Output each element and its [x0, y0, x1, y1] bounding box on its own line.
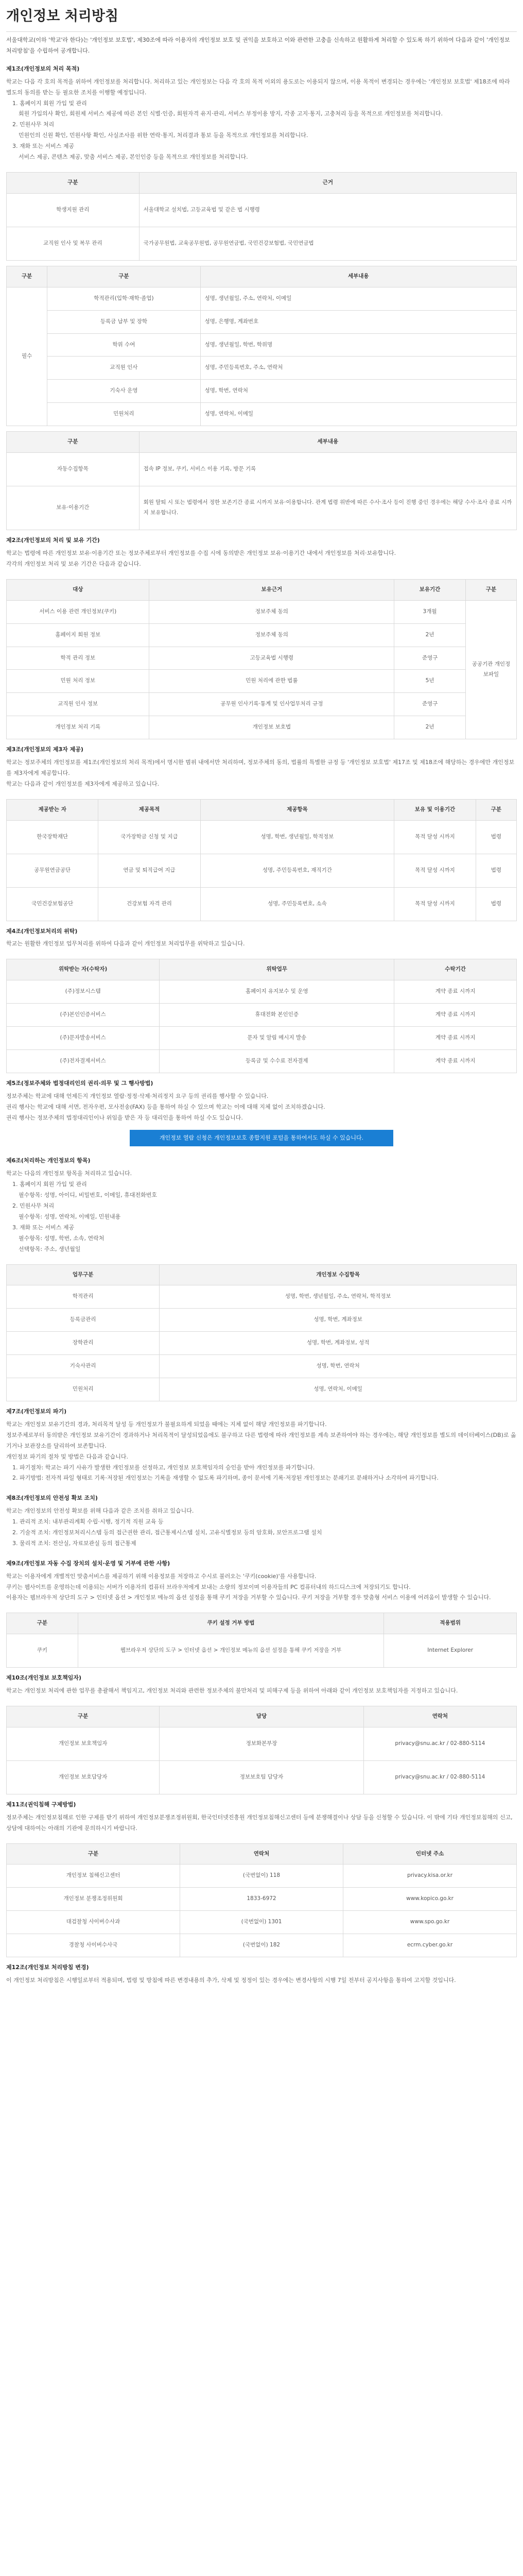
table-header: 보유 및 이용기간	[394, 799, 476, 820]
section-line: 선택항목: 주소, 생년월일	[19, 1245, 81, 1252]
table-cell: 성명, 연락처, 이메일	[200, 403, 516, 426]
table-row	[7, 1865, 517, 1888]
table-cell: 계약 종료 시까지	[394, 1004, 517, 1027]
table-header: 대상	[7, 579, 149, 600]
table-cell: 학적관리(입학·재학·졸업)	[47, 287, 200, 310]
remedy-agencies-table	[6, 1843, 517, 1958]
section-line: 학교는 개인정보 보유기간의 경과, 처리목적 달성 등 개인정보가 불필요하게 되었을 때에는 지체 없이 해당 개인정보를 파기합니다.	[6, 1421, 327, 1428]
table-cell: 교직원 인사	[47, 357, 200, 380]
retention-period-table	[6, 579, 517, 740]
section-line: 3. 물리적 조치: 전산실, 자료보관실 등의 접근통제	[12, 1539, 136, 1547]
table-cell: 홈페이지 유지보수 및 운영	[160, 980, 394, 1004]
section-title: 제8조(개인정보의 안전성 확보 조치)	[6, 1495, 98, 1502]
table-row	[7, 693, 517, 716]
section-line: 3. 재화 또는 서비스 제공	[12, 1224, 75, 1231]
third-party-table	[6, 799, 517, 921]
table-row	[7, 980, 517, 1004]
section-line: 학교는 정보주체의 개인정보를 제1조(개인정보의 처리 목적)에서 명시한 범위 내에서만 처리하며, 정보주체의 동의, 법률의 특별한 규정 등 '개인정보 보호법' 제17조 및 제18조에 해당하는 경우에만 개인정보를 제3자에게 제공합니다.	[6, 759, 515, 777]
section-title: 제7조(개인정보의 파기)	[6, 1408, 67, 1415]
table-cell: 성명, 학번, 계좌정보	[160, 1309, 517, 1332]
table-cell: 개인정보 보호책임자	[7, 1727, 160, 1760]
table-header: 연락처	[180, 1843, 343, 1865]
table-cell: 연금 및 퇴직급여 지급	[98, 854, 200, 887]
table-header: 제공목적	[98, 799, 200, 820]
table-cell: 성명, 학번, 계좌정보, 성적	[160, 1332, 517, 1355]
table-header: 구분	[465, 579, 516, 600]
table-row	[7, 1309, 517, 1332]
section-9	[6, 1558, 517, 1604]
section-1	[6, 64, 517, 163]
section-line: 1. 홈페이지 회원 가입 및 관리	[12, 1181, 87, 1188]
table-row	[7, 1760, 517, 1794]
table-header: 보유근거	[149, 579, 394, 600]
table-cell: 학위 수여	[47, 333, 200, 357]
section-line: 1. 홈페이지 회원 가입 및 관리	[12, 99, 87, 107]
table-header: 제공받는 자	[7, 799, 98, 820]
table-cell: 정보주체 동의	[149, 623, 394, 647]
section-line: 학교는 다음과 같이 개인정보를 제3자에게 제공하고 있습니다.	[6, 780, 160, 787]
table-row	[7, 1911, 517, 1934]
section-title: 제2조(개인정보의 처리 및 보유 기간)	[6, 537, 100, 544]
section-6	[6, 1156, 517, 1255]
table-cell: 정보보호팀 담당자	[160, 1760, 363, 1794]
table-header: 업무구분	[7, 1264, 160, 1285]
table-cell: 대검찰청 사이버수사과	[7, 1911, 180, 1934]
table-cell: 고등교육법 시행령	[149, 647, 394, 670]
table-cell: 개인정보 분쟁조정위원회	[7, 1888, 180, 1911]
table-cell: (주)전자결제서비스	[7, 1050, 160, 1073]
table-cell: 5년	[394, 670, 466, 693]
agency-link[interactable]: www.spo.go.kr	[343, 1911, 517, 1934]
table-cell: 등록금 납부 및 장학	[47, 310, 200, 333]
section-line: 각각의 개인정보 처리 및 보유 기간은 다음과 같습니다.	[6, 560, 141, 567]
table-cell: (주)문자발송서비스	[7, 1027, 160, 1050]
table-cell: (국번없이) 182	[180, 1934, 343, 1957]
table-row	[7, 1634, 517, 1668]
table-cell: 법령	[476, 854, 516, 887]
section-line: 학교는 개인정보 처리에 관한 업무를 총괄해서 책임지고, 개인정보 처리와 관련한 정보주체의 불만처리 및 피해구제 등을 위하여 아래와 같이 개인정보 보호책임자를 지정하고 있습니다.	[6, 1687, 458, 1694]
table-row	[7, 716, 517, 739]
section-line: 서비스 제공, 콘텐츠 제공, 맞춤 서비스 제공, 본인인증 등을 목적으로 개인정보를 처리합니다.	[19, 154, 248, 160]
section-line: 필수항목: 성명, 연락처, 이메일, 민원내용	[19, 1213, 121, 1220]
table-cell: 보유·이용기간	[7, 486, 140, 530]
table-header: 구분	[7, 1843, 180, 1865]
table-cell: 기숙사관리	[7, 1355, 160, 1378]
section-line: 1. 관리적 조치: 내부관리계획 수립·시행, 정기적 직원 교육 등	[12, 1518, 164, 1526]
section-line: 2. 민원사무 처리	[12, 1202, 55, 1210]
table-group-cell: 공공기관 개인정보파일	[465, 600, 516, 739]
table-row	[7, 854, 517, 887]
table-row	[7, 357, 517, 380]
table-row	[7, 1378, 517, 1401]
table-cell: 목적 달성 시까지	[394, 854, 476, 887]
table-cell: 서울대학교 설치법, 고등교육법 및 같은 법 시행령	[139, 193, 516, 227]
table-row	[7, 310, 517, 333]
legal-basis-table	[6, 172, 517, 261]
table-row	[7, 1355, 517, 1378]
section-title: 제12조(개인정보 처리방침 변경)	[6, 1964, 89, 1971]
table-header: 구분	[7, 172, 140, 193]
table-cell: 법령	[476, 887, 516, 921]
table-cell: 문자 및 알림 메시지 발송	[160, 1027, 394, 1050]
section-line: 이 개인정보 처리방침은 시행일로부터 적용되며, 법령 및 방침에 따른 변경내용의 추가, 삭제 및 정정이 있는 경우에는 변경사항의 시행 7일 전부터 공지사항을 통하여 고지할 것입니다.	[6, 1977, 456, 1984]
table-cell: 정보주체 동의	[149, 600, 394, 623]
table-cell: 국가장학금 신청 및 지급	[98, 820, 200, 854]
table-cell: 준영구	[394, 647, 466, 670]
table-cell[interactable]: privacy@snu.ac.kr / 02-880-5114	[363, 1760, 516, 1794]
section-title: 제4조(개인정보처리의 위탁)	[6, 927, 78, 935]
table-cell: 성명, 학번, 생년월일, 학적정보	[200, 820, 394, 854]
table-header: 담당	[160, 1706, 363, 1727]
section-line: 정보주체는 개인정보침해로 인한 구제를 받기 위하여 개인정보분쟁조정위원회, 한국인터넷진흥원 개인정보침해신고센터 등에 분쟁해결이나 상담 등을 신청할 수 있습니다. 이 밖에 기타 개인정보침해의 신고, 상담에 대하여는 아래의 기관에 문의하시기 바랍니다.	[6, 1814, 513, 1832]
table-cell: (국번없이) 118	[180, 1865, 343, 1888]
table-cell: 목적 달성 시까지	[394, 820, 476, 854]
table-header: 수탁기간	[394, 959, 517, 980]
section-line: 개인정보 파기의 절차 및 방법은 다음과 같습니다.	[6, 1453, 128, 1460]
section-line: 정보주체로부터 동의받은 개인정보 보유기간이 경과하거나 처리목적이 달성되었음에도 불구하고 다른 법령에 따라 개인정보를 계속 보존하여야 하는 경우에는, 해당 개인정보를 별도의 데이터베이스(DB)로 옮기거나 보관장소를 달리하여 보존합니다.	[6, 1431, 516, 1449]
table-row	[7, 1332, 517, 1355]
table-row	[7, 453, 517, 486]
table-row	[7, 333, 517, 357]
section-line: 학교는 법령에 따른 개인정보 보유·이용기간 또는 정보주체로부터 개인정보를 수집 시에 동의받은 개인정보 보유·이용기간 내에서 개인정보를 처리·보유합니다.	[6, 549, 396, 556]
section-line: 3. 재화 또는 서비스 제공	[12, 143, 75, 150]
table-row	[7, 403, 517, 426]
table-cell: 2년	[394, 623, 466, 647]
table-cell: 3개월	[394, 600, 466, 623]
section-line: 1. 파기절차: 학교는 파기 사유가 발생한 개인정보를 선정하고, 개인정보 보호책임자의 승인을 받아 개인정보를 파기합니다.	[12, 1464, 315, 1471]
table-cell: 공무원연금공단	[7, 854, 98, 887]
table-cell: 자동수집항목	[7, 453, 140, 486]
section-line: 쿠키는 웹사이트를 운영하는데 이용되는 서버가 이용자의 컴퓨터 브라우저에게 보내는 소량의 정보이며 이용자들의 PC 컴퓨터내의 하드디스크에 저장되기도 합니다.	[6, 1583, 411, 1590]
table-cell: 성명, 주민등록번호, 재직기간	[200, 854, 394, 887]
table-row	[7, 1050, 517, 1073]
table-header: 구분	[47, 266, 200, 287]
section-12	[6, 1962, 517, 1986]
section-10	[6, 1673, 517, 1697]
table-cell: 성명, 생년월일, 학번, 학위명	[200, 333, 516, 357]
table-cell: 계약 종료 시까지	[394, 980, 517, 1004]
section-2	[6, 535, 517, 570]
info-banner[interactable]: 개인정보 열람 신청은 개인정보보호 종합지원 포털을 통하여서도 하실 수 있습니다.	[130, 1130, 393, 1147]
table-header: 쿠키 설정 거부 방법	[78, 1613, 384, 1634]
table-header: 적용범위	[384, 1613, 517, 1634]
table-cell: 성명, 학번, 연락처	[200, 380, 516, 403]
cookie-refusal-table	[6, 1613, 517, 1668]
table-cell: 휴대전화 본인인증	[160, 1004, 394, 1027]
table-cell: 한국장학재단	[7, 820, 98, 854]
table-cell[interactable]: privacy@snu.ac.kr / 02-880-5114	[363, 1727, 516, 1760]
table-cell: 계약 종료 시까지	[394, 1027, 517, 1050]
table-cell: 성명, 학번, 연락처	[160, 1355, 517, 1378]
table-cell: 계약 종료 시까지	[394, 1050, 517, 1073]
table-header: 세부내용	[139, 432, 516, 453]
table-cell: 기숙사 운영	[47, 380, 200, 403]
table-header: 구분	[476, 799, 516, 820]
table-cell: 성명, 주민등록번호, 소속	[200, 887, 394, 921]
table-cell: 교직원 인사 및 복무 관리	[7, 227, 140, 260]
table-cell: 성명, 주민등록번호, 주소, 연락처	[200, 357, 516, 380]
agency-link[interactable]: ecrm.cyber.go.kr	[343, 1934, 517, 1957]
table-row	[7, 486, 517, 530]
table-cell: 준영구	[394, 693, 466, 716]
section-line: 학교는 원활한 개인정보 업무처리를 위하여 다음과 같이 개인정보 처리업무를 위탁하고 있습니다.	[6, 940, 245, 947]
table-cell: 개인정보 처리 기록	[7, 716, 149, 739]
table-row	[7, 1285, 517, 1309]
table-cell: 홈페이지 회원 정보	[7, 623, 149, 647]
table-cell: 건강보험 자격 관리	[98, 887, 200, 921]
auto-collected-table	[6, 431, 517, 530]
section-line: 권리 행사는 정보주체의 법정대리인이나 위임을 받은 자 등 대리인을 통하여 하실 수도 있습니다.	[6, 1114, 243, 1121]
table-row	[7, 287, 517, 310]
table-cell: 목적 달성 시까지	[394, 887, 476, 921]
table-cell: 2년	[394, 716, 466, 739]
table-header: 구분	[7, 1613, 78, 1634]
table-row	[7, 887, 517, 921]
section-line: 2. 파기방법: 전자적 파일 형태로 기록·저장된 개인정보는 기록을 재생할 수 없도록 파기하며, 종이 문서에 기록·저장된 개인정보는 분쇄기로 분쇄하거나 소각하여 파기합니다.	[12, 1475, 439, 1482]
table-cell: 민원처리	[7, 1378, 160, 1401]
table-cell: 성명, 생년월일, 주소, 연락처, 이메일	[200, 287, 516, 310]
table-row	[7, 193, 517, 227]
table-row	[7, 1888, 517, 1911]
table-header: 제공항목	[200, 799, 394, 820]
section-line: 필수항목: 성명, 아이디, 비밀번호, 이메일, 휴대전화번호	[19, 1192, 157, 1199]
table-header: 세부내용	[200, 266, 516, 287]
section-title: 제9조(개인정보 자동 수집 장치의 설치·운영 및 거부에 관한 사항)	[6, 1560, 170, 1567]
table-cell: 민원 처리 정보	[7, 670, 149, 693]
table-header: 구분	[7, 266, 47, 287]
table-row	[7, 1004, 517, 1027]
table-row	[7, 227, 517, 260]
section-8	[6, 1493, 517, 1549]
section-5	[6, 1078, 517, 1146]
table-row	[7, 1027, 517, 1050]
table-cell: 1833-6972	[180, 1888, 343, 1911]
table-cell: 정보화본부장	[160, 1727, 363, 1760]
table-row	[7, 1727, 517, 1760]
section-line: 학교는 개인정보의 안전성 확보를 위해 다음과 같은 조치를 취하고 있습니다.	[6, 1507, 194, 1515]
section-title: 제5조(정보주체와 법정대리인의 권리·의무 및 그 행사방법)	[6, 1080, 153, 1087]
table-cell: Internet Explorer	[384, 1634, 517, 1668]
section-line: 회원 가입의사 확인, 회원제 서비스 제공에 따른 본인 식별·인증, 회원자격 유지·관리, 서비스 부정이용 방지, 각종 고지·통지, 고충처리 등을 목적으로 개인정보를 처리합니다.	[19, 110, 443, 117]
table-cell: 경찰청 사이버수사국	[7, 1934, 180, 1957]
table-row	[7, 1934, 517, 1957]
table-cell: (주)정보시스템	[7, 980, 160, 1004]
section-title: 제10조(개인정보 보호책임자)	[6, 1674, 82, 1682]
section-title: 제3조(개인정보의 제3자 제공)	[6, 746, 83, 753]
privacy-officer-table	[6, 1706, 517, 1794]
table-header: 연락처	[363, 1706, 516, 1727]
table-cell: (국번없이) 1301	[180, 1911, 343, 1934]
agency-link[interactable]: privacy.kisa.or.kr	[343, 1865, 517, 1888]
table-cell: 교직원 인사 정보	[7, 693, 149, 716]
section-title: 제6조(처리하는 개인정보의 항목)	[6, 1157, 91, 1164]
table-cell: 민원처리	[47, 403, 200, 426]
section-line: 학교는 이용자에게 개별적인 맞춤서비스를 제공하기 위해 이용정보를 저장하고 수시로 불러오는 '쿠키(cookie)'를 사용합니다.	[6, 1572, 317, 1580]
table-cell: 성명, 연락처, 이메일	[160, 1378, 517, 1401]
intro-text: 서울대학교(이하 '학교'라 한다)는 '개인정보 보호법', 제30조에 따라 이용자의 개인정보 보호 및 권익을 보호하고 이와 관련한 고충을 신속하고 원활하게 처리할 수 있도록 하기 위하여 다음과 같이 '개인정보 처리방침'을 수립하여 공개합니다.	[6, 37, 510, 54]
table-cell: 공무원 인사기록·통계 및 인사업무처리 규정	[149, 693, 394, 716]
section-line: 학교는 다음 각 호의 목적을 위하여 개인정보를 처리합니다. 처리하고 있는 개인정보는 다음 각 호의 목적 이외의 용도로는 이용되지 않으며, 이용 목적이 변경되는 경우에는 '개인정보 보호법' 제18조에 따라 별도의 동의를 받는 등 필요한 조치를 이행할 예정입니다.	[6, 78, 510, 96]
table-cell: 웹브라우저 상단의 도구 > 인터넷 옵션 > 개인정보 메뉴의 옵션 설정을 통해 쿠키 저장을 거부	[78, 1634, 384, 1668]
table-row	[7, 820, 517, 854]
section-line: 이용자는 웹브라우저 상단의 도구 > 인터넷 옵션 > 개인정보 메뉴의 옵션 설정을 통해 쿠키 저장을 거부할 수 있습니다. 쿠키 저장을 거부할 경우 맞춤형 서비스 이용에 어려움이 발생할 수 있습니다.	[6, 1594, 491, 1601]
table-cell: (주)본인인증서비스	[7, 1004, 160, 1027]
section-line: 민원인의 신원 확인, 민원사항 확인, 사실조사를 위한 연락·통지, 처리결과 통보 등을 목적으로 개인정보를 처리합니다.	[19, 132, 308, 139]
section-line: 권리 행사는 학교에 대해 서면, 전자우편, 모사전송(FAX) 등을 통하여 하실 수 있으며 학교는 이에 대해 지체 없이 조치하겠습니다.	[6, 1103, 325, 1110]
table-cell: 국민건강보험공단	[7, 887, 98, 921]
table-header: 구분	[7, 432, 140, 453]
table-row	[7, 600, 517, 623]
section-7	[6, 1406, 517, 1484]
section-3	[6, 744, 517, 790]
table-cell: 법령	[476, 820, 516, 854]
table-cell: 성명, 은행명, 계좌번호	[200, 310, 516, 333]
table-cell: 등록금관리	[7, 1309, 160, 1332]
section-title: 제11조(권익침해 구제방법)	[6, 1801, 76, 1808]
table-cell: 쿠키	[7, 1634, 78, 1668]
table-row	[7, 647, 517, 670]
table-cell: 성명, 학번, 생년월일, 주소, 연락처, 학적정보	[160, 1285, 517, 1309]
page-title: 개인정보 처리방침	[6, 8, 119, 24]
table-group-cell: 필수	[7, 287, 47, 426]
agency-link[interactable]: www.kopico.go.kr	[343, 1888, 517, 1911]
table-header: 개인정보 수집항목	[160, 1264, 517, 1285]
section-line: 필수항목: 성명, 학번, 소속, 연락처	[19, 1234, 104, 1242]
section-line: 2. 기술적 조치: 개인정보처리시스템 등의 접근권한 관리, 접근통제시스템 설치, 고유식별정보 등의 암호화, 보안프로그램 설치	[12, 1529, 322, 1536]
table-cell: 개인정보 보호담당자	[7, 1760, 160, 1794]
section-4	[6, 926, 517, 950]
table-cell: 장학관리	[7, 1332, 160, 1355]
table-header: 위탁받는 자(수탁자)	[7, 959, 160, 980]
section-line: 정보주체는 학교에 대해 언제든지 개인정보 열람·정정·삭제·처리정지 요구 등의 권리를 행사할 수 있습니다.	[6, 1092, 269, 1099]
section-11	[6, 1800, 517, 1834]
table-header: 구분	[7, 1706, 160, 1727]
table-cell: 학생지원 관리	[7, 193, 140, 227]
collected-items-table	[6, 266, 517, 427]
table-cell: 개인정보 보호법	[149, 716, 394, 739]
collected-by-task-table	[6, 1264, 517, 1402]
table-cell: 접속 IP 정보, 쿠키, 서비스 이용 기록, 방문 기록	[139, 453, 516, 486]
table-header: 위탁업무	[160, 959, 394, 980]
table-cell: 학적 관리 정보	[7, 647, 149, 670]
table-cell: 서비스 이용 관련 개인정보(쿠키)	[7, 600, 149, 623]
table-header: 보유기간	[394, 579, 466, 600]
title-divider	[6, 31, 517, 32]
table-header: 인터넷 주소	[343, 1843, 517, 1865]
table-cell: 국가공무원법, 교육공무원법, 공무원연금법, 국민건강보험법, 국민연금법	[139, 227, 516, 260]
table-row	[7, 380, 517, 403]
section-line: 학교는 다음의 개인정보 항목을 처리하고 있습니다.	[6, 1170, 132, 1177]
outsourcing-table	[6, 959, 517, 1073]
table-cell: 회원 탈퇴 시 또는 법령에서 정한 보존기간 종료 시까지 보유·이용합니다. 관계 법령 위반에 따른 수사·조사 등이 진행 중인 경우에는 해당 수사·조사 종료 시까지 보유합니다.	[139, 486, 516, 530]
table-row	[7, 670, 517, 693]
section-line: 2. 민원사무 처리	[12, 121, 55, 128]
table-row	[7, 623, 517, 647]
section-title: 제1조(개인정보의 처리 목적)	[6, 65, 80, 72]
table-cell: 학적관리	[7, 1285, 160, 1309]
table-cell: 개인정보 침해신고센터	[7, 1865, 180, 1888]
table-header: 근거	[139, 172, 516, 193]
table-cell: 민원 처리에 관한 법률	[149, 670, 394, 693]
table-cell: 등록금 및 수수료 전자결제	[160, 1050, 394, 1073]
